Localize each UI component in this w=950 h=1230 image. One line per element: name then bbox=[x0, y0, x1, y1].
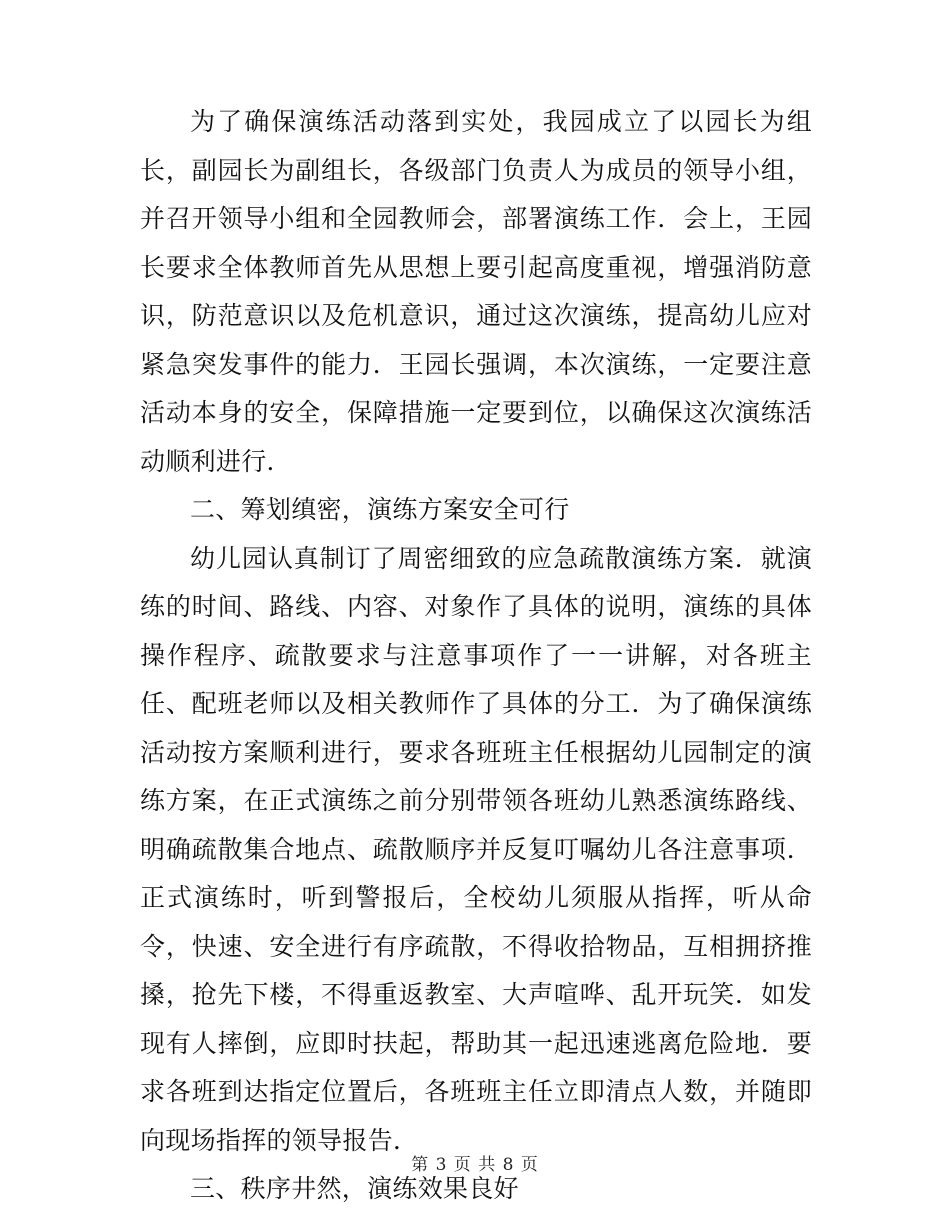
page-number-footer: 第 3 页 共 8 页 bbox=[411, 1155, 539, 1175]
paragraph-leadership-group: 为了确保演练活动落到实处，我园成立了以园长为组长，副园长为副组长，各级部门负责人为成员的领导小组，并召开领导小组和全园教师会，部署演练工作．会上，王园长要求全体教师首先从思想上要引起高度重视，增强消防意识，防范意识以及危机意识，通过这次演练，提高幼儿应对紧急突发事件的能力．王园长强调，本次演练，一定要注意活动本身的安全，保障措施一定要到位，以确保这次演练活动顺利进行． bbox=[140, 107, 812, 476]
section-heading-planning: 二、筹划缜密，演练方案安全可行 bbox=[190, 495, 570, 524]
section-heading-results: 三、秩序井然，演练效果良好 bbox=[190, 1174, 519, 1203]
document-body bbox=[140, 98, 812, 1214]
paragraph-evacuation-plan: 幼儿园认真制订了周密细致的应急疏散演练方案．就演练的时间、路线、内容、对象作了具体的说明，演练的具体操作程序、疏散要求与注意事项作了一一讲解，对各班主任、配班老师以及相关教师作了具体的分工．为了确保演练活动按方案顺利进行，要求各班班主任根据幼儿园制定的演练方案，在正式演练之前分别带领各班幼儿熟悉演练路线、明确疏散集合地点、疏散顺序并反复叮嘱幼儿各注意事项．正式演练时，听到警报后，全校幼儿须服从指挥，听从命令，快速、安全进行有序疏散，不得收拾物品，互相拥挤推搡，抢先下楼，不得重返教室、大声喧哗、乱开玩笑．如发现有人摔倒，应即时扶起，帮助其一起迅速逃离危险地．要求各班到达指定位置后，各班班主任立即清点人数，并随即向现场指挥的领导报告． bbox=[140, 543, 812, 1155]
